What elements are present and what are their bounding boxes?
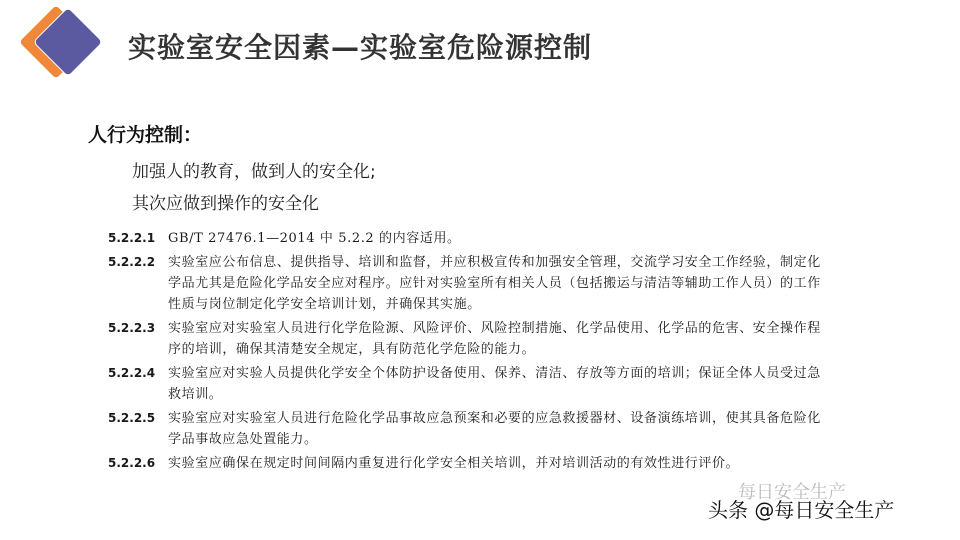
clause — [102, 363, 830, 405]
standard-excerpt — [102, 228, 830, 477]
clause-number: 5.2.2.6 — [108, 456, 156, 470]
clause-text: 实验室应对实验室人员进行化学危险源、风险评价、风险控制措施、化学品使用、化学品的危害、安全操作程序的培训，确保其清楚安全规定，具有防范化学危险的能力。 — [168, 321, 821, 357]
clause-number: 5.2.2.1 — [108, 231, 156, 245]
watermark: 头条 @每日安全生产 — [708, 498, 895, 522]
page-title: 实验室安全因素—实验室危险源控制 — [128, 31, 593, 64]
clause-text: 实验室应对实验人员提供化学安全个体防护设备使用、保养、清洁、存放等方面的培训；保证全体人员受过急救培训。 — [168, 366, 821, 402]
bullet-item: 其次应做到操作的安全化 — [132, 194, 319, 214]
clause-number: 5.2.2.3 — [108, 321, 156, 335]
watermark-faint: 每日安全生产 — [738, 482, 846, 503]
clause-number: 5.2.2.4 — [108, 366, 156, 380]
bullet-item: 加强人的教育，做到人的安全化; — [132, 162, 376, 182]
clause — [102, 408, 830, 450]
clause — [102, 318, 830, 360]
clause-text: GB/T 27476.1—2014 中 5.2.2 的内容适用。 — [168, 231, 461, 246]
clause-text: 实验室应对实验室人员进行危险化学品事故应急预案和必要的应急救援器材、设备演练培训，使其具备危险化学品事故应急处置能力。 — [168, 411, 821, 447]
clause-text: 实验室应确保在规定时间间隔内重复进行化学安全相关培训，并对培训活动的有效性进行评价。 — [168, 456, 740, 471]
clause-number: 5.2.2.2 — [108, 255, 156, 269]
logo — [26, 10, 106, 86]
clause — [102, 228, 830, 249]
bullet-list — [132, 156, 376, 220]
clause — [102, 453, 830, 474]
clause — [102, 252, 830, 315]
section-title: 人行为控制： — [88, 124, 203, 146]
clause-number: 5.2.2.5 — [108, 411, 156, 425]
clause-text: 实验室应公布信息、提供指导、培训和监督，并应积极宣传和加强安全管理，交流学习安全工作经验，制定化学品尤其是危险化学品安全应对程序。应针对实验室所有相关人员（包括搬运与清洁等辅助工作人员）的工作性质与岗位制定化学安全培训计划，并确保其实施。 — [168, 255, 821, 312]
